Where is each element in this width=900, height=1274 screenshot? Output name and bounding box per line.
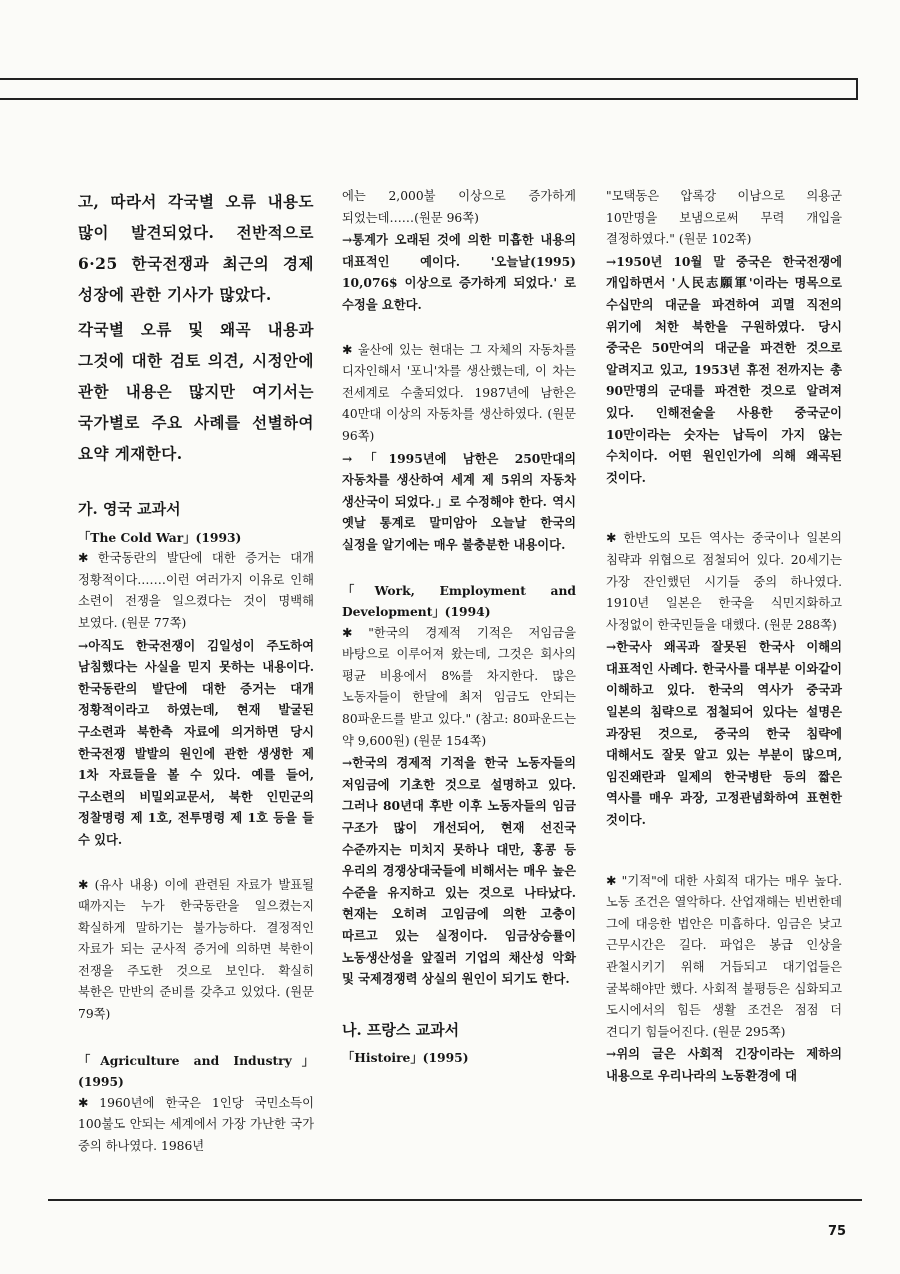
excerpt-item: ✱ 1960년에 한국은 1인당 국민소득이 100불도 안되는 세계에서 가장 가난한 국가 중의 하나였다. 1986년 [78, 1095, 314, 1154]
column-middle [342, 186, 576, 1069]
commentary-item: →1950년 10월 말 중국은 한국전쟁에 개입하면서 '人民志願軍'이라는 명목으로 수십만의 대군을 파견하여 괴멸 직전의 위기에 처한 북한을 구원하였다. 당시 중국은 50만여의 대군을 파견한 것으로 알려지고 있고, 1953년 휴전 전까지는 총 90만명의 군대를 파견한 것으로 알려져 있다. 인해전술을 사용한 중국군이 10만이라는 숫자는 납득이 가지 않는 수치이다. 어떤 원인인가에 의해 왜곡된 것이다. [606, 253, 842, 485]
section-heading-france: 나. 프랑스 교과서 [342, 1020, 460, 1039]
column-right [606, 186, 842, 1087]
excerpt-item: ✱ (유사 내용) 이에 관련된 자료가 발표될 때까지는 누가 한국동란을 일으켰는지 확실하게 말하기는 불가능하다. 결정적인 자료가 되는 군사적 증거에 의하면 북한이 전쟁을 주도한 것으로 보인다. 확실히 북한은 만반의 준비를 갖추고 있었다. (원문 79쪽) [78, 877, 314, 1022]
bottom-rule [48, 1199, 862, 1201]
quote-text: "모택동은 압록강 이남으로 의용군 10만명을 보냄으로써 무력 개입을 결정하였다." (원문 102쪽) [606, 189, 842, 247]
top-header-rule [0, 78, 858, 100]
book-title: 「Work, Employment and Development」(1994) [342, 582, 576, 620]
continued-text: 에는 2,000불 이상으로 증가하게 되었는데……(원문 96쪽) [342, 189, 576, 225]
excerpt-item: ✱ 한반도의 모든 역사는 중국이나 일본의 침략과 위협으로 점철되어 있다. 20세기는 가장 잔인했던 시기들 중의 하나였다. 1910년 일본은 한국을 식민지화하고 사정없이 한국민들을 대했다. (원문 288쪽) [606, 531, 842, 632]
page-number: 75 [828, 1224, 847, 1239]
excerpt-item: ✱ 울산에 있는 현대는 그 자체의 자동차를 디자인해서 '포니'차를 생산했는데, 이 차는 전세계로 수출되었다. 1987년에 남한은 40만대 이상의 자동차를 생산하였다. (원문 96쪽) [342, 342, 576, 443]
excerpt-item: ✱ 한국동란의 발단에 대한 증거는 대개 정황적이다.……이런 여러가지 이유로 인해 소련이 전쟁을 일으켰다는 것이 명백해 보였다. (원문 77쪽) [78, 551, 314, 630]
commentary-item: →아직도 한국전쟁이 김일성이 주도하여 남침했다는 사실을 믿지 못하는 내용이다. 한국동란의 발단에 대한 증거는 대개 정황적이라고 하였는데, 현재 발굴된 구소련과 북한측 자료에 의거하면 당시 한국전쟁 발발의 원인에 관한 생생한 제 1차 자료들을 볼 수 있다. 예를 들어, 구소련의 비밀외교문서, 북한 인민군의 정찰명령 제 1호, 전투명령 제 1호 등을 들 수 있다. [78, 637, 314, 847]
commentary-item: →한국의 경제적 기적을 한국 노동자들의 저임금에 기초한 것으로 설명하고 있다. 그러나 80년대 후반 이후 노동자들의 임금 구조가 많이 개선되어, 현재 선진국 수준까지는 미치지 못하나 대만, 홍콩 등 우리의 경쟁상대국들에 비해서는 매우 높은 수준을 유지하고 있는 것으로 나타났다. 현재는 오히려 고임금에 의한 고충이 따르고 있는 실정이다. 임금상승률이 노동생산성을 앞질러 기업의 채산성 악화 및 국제경쟁력 상실의 원인이 되기도 한다. [342, 755, 576, 987]
commentary-item: →「1995년에 남한은 250만대의 자동차를 생산하여 세계 제 5위의 자동차 생산국이 되었다.」로 수정해야 한다. 역시 옛날 통계로 말미암아 오늘날 한국의 실정을 알기에는 매우 불충분한 내용이다. [342, 450, 576, 552]
commentary-item: →위의 글은 사회적 긴장이라는 제하의 내용으로 우리나라의 노동환경에 대 [606, 1046, 842, 1083]
excerpt-item: ✱ "기적"에 대한 사회적 대가는 매우 높다. 노동 조건은 열악하다. 산업재해는 빈번한데 그에 대응한 법안은 미흡하다. 임금은 낮고 근무시간은 길다. 파업은 봉급 인상을 관철시키기 위해 거듭되고 대기업들은 굴복해야만 했다. 사회적 불평등은 심화되고 도시에서의 힘든 생활 조건은 점점 더 견디기 힘들어진다. (원문 295쪽) [606, 873, 842, 1039]
section-heading-uk: 가. 영국 교과서 [78, 500, 181, 518]
book-title: 「The Cold War」(1993) [78, 529, 242, 545]
book-title: 「Histoire」(1995) [342, 1050, 469, 1066]
intro-paragraph: 각국별 오류 및 왜곡 내용과 그것에 대한 검토 의견, 시정안에 관한 내용은 많지만 여기서는 국가별로 주요 사례를 선별하여 요약 게재한다. [78, 320, 314, 463]
column-left [78, 186, 314, 1158]
excerpt-item: ✱ "한국의 경제적 기적은 저임금을 바탕으로 이루어져 왔는데, 그것은 회사의 평균 비용에서 8%를 차지한다. 많은 노동자들이 한달에 최저 임금도 안되는 80파운드를 받고 있다." (참고: 80파운드는 약 9,600원) (원문 154쪽) [342, 625, 576, 748]
commentary-item: →한국사 왜곡과 잘못된 한국사 이해의 대표적인 사례다. 한국사를 대부분 이와같이 이해하고 있다. 한국의 역사가 중국과 일본의 침략으로 점철되어 있다는 설명은 과장된 것으로, 중국의 한국 침략에 대해서도 잘못 알고 있는 부분이 많으며, 임진왜란과 일제의 한국병탄 등의 짧은 역사를 매우 과장, 고정관념화하여 표현한 것이다. [606, 639, 842, 828]
intro-paragraph: 고, 따라서 각국별 오류 내용도 많이 발견되었다. 전반적으로 6·25 한국전쟁과 최근의 경제 성장에 관한 기사가 많았다. [78, 192, 314, 304]
book-title: 「Agriculture and Industry」(1995) [78, 1052, 314, 1090]
commentary-item: →통계가 오래된 것에 의한 미흡한 내용의 대표적인 예이다. '오늘날(1995) 10,076$ 이상으로 증가하게 되었다.' 로 수정을 요한다. [342, 232, 576, 312]
